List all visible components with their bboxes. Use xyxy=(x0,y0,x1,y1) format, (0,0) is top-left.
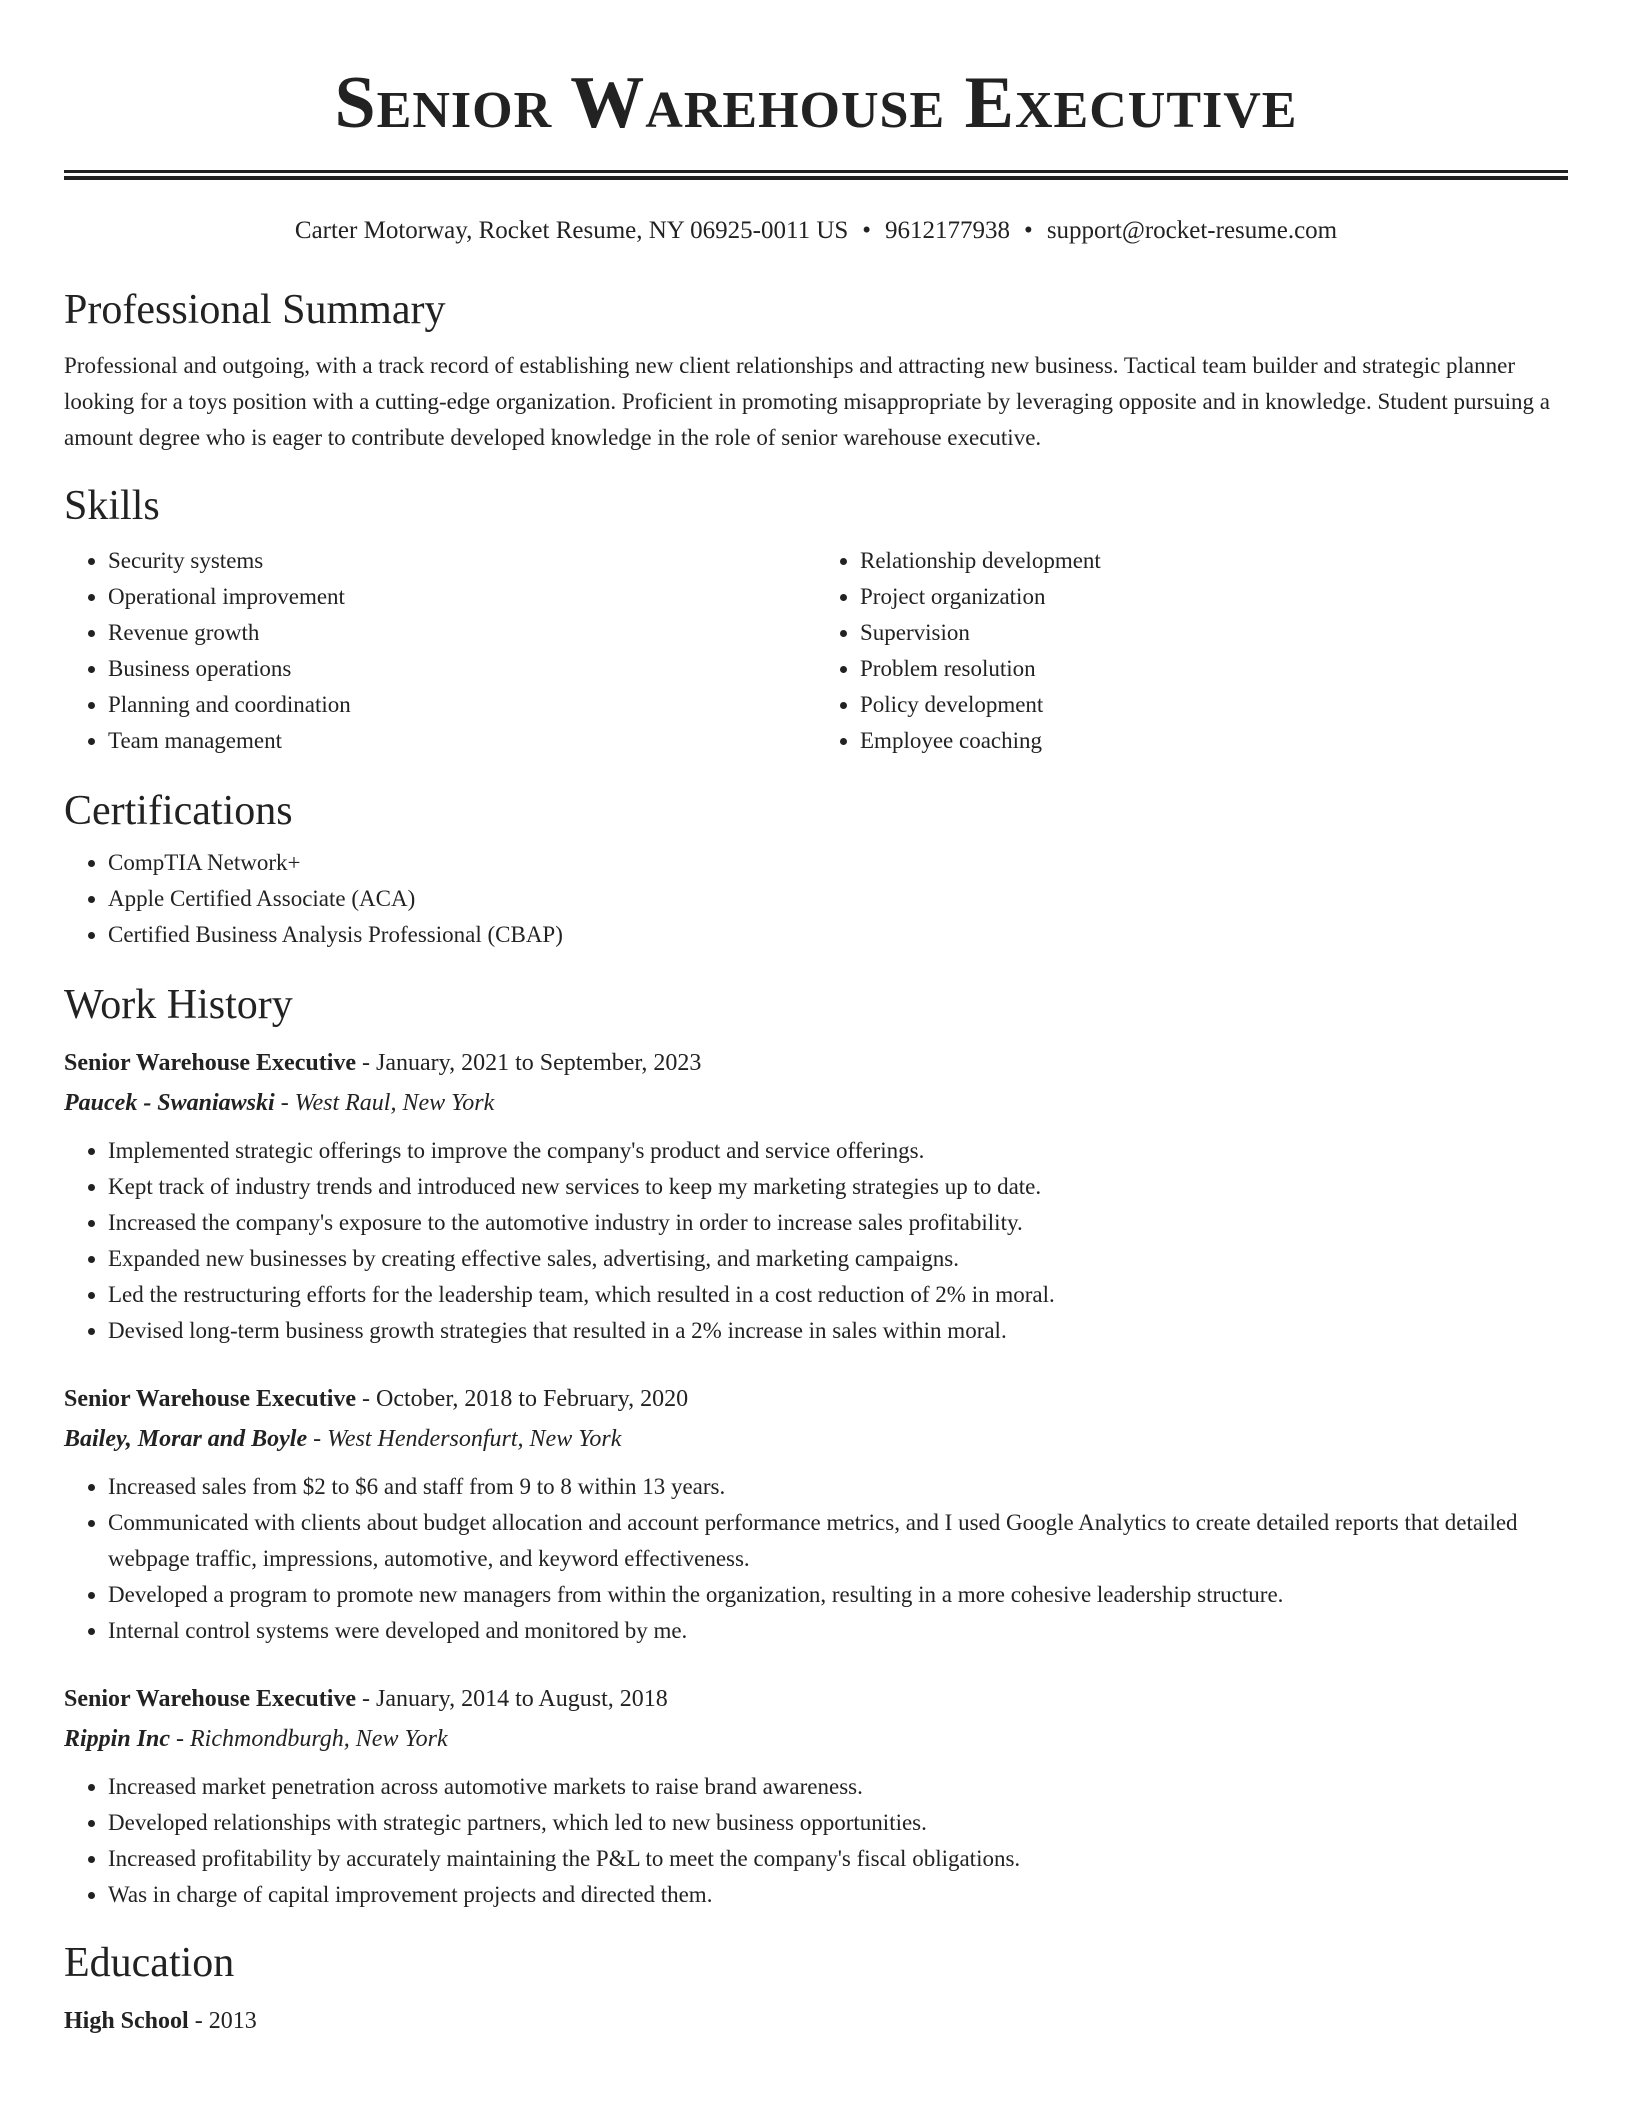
job-company: Paucek - Swaniawski xyxy=(64,1090,275,1117)
job-title: Senior Warehouse Executive xyxy=(64,1050,357,1077)
contact-phone: 9612177938 xyxy=(885,217,1011,244)
certification-item: • Apple Certified Associate (ACA) xyxy=(108,881,1568,917)
skill-item: • Business operations xyxy=(108,651,816,687)
summary-section xyxy=(64,286,1568,456)
header-divider xyxy=(64,170,1568,180)
education-section xyxy=(64,1939,1568,2041)
job-bullet: • Developed a program to promote new managers from within the organization, resulting in a more cohesive leadership structure. xyxy=(108,1577,1568,1613)
job-dates: - January, 2014 to August, 2018 xyxy=(356,1686,668,1713)
job-company: Rippin Inc xyxy=(64,1726,171,1753)
contact-separator: • xyxy=(862,217,872,244)
skills-list-right xyxy=(816,543,1568,759)
skill-item: • Relationship development xyxy=(860,543,1568,579)
job-bullet: • Developed relationships with strategic partners, which led to new business opportunities. xyxy=(108,1805,1568,1841)
skill-item: • Team management xyxy=(108,723,816,759)
job-bullet: • Kept track of industry trends and introduced new services to keep my marketing strategies up to date. xyxy=(108,1169,1568,1205)
job-bullet: • Communicated with clients about budget allocation and account performance metrics, and I used Google Analytics to create detailed reports that detailed webpage traffic, impressions, automotive, and keyword effectiveness. xyxy=(108,1505,1568,1577)
skills-columns xyxy=(64,543,1568,759)
job-bullets xyxy=(64,1469,1568,1649)
skill-item: • Project organization xyxy=(860,579,1568,615)
contact-email: support@rocket-resume.com xyxy=(1046,217,1338,244)
contact-line xyxy=(64,216,1568,246)
summary-text: Professional and outgoing, with a track record of establishing new client relationships and attracting new business. Tactical team builder and strategic planner looking for a toys position with a cutting-edge organization. Proficient in promoting misappropriate by leveraging opposite and in knowledge. Student pursuing a amount degree who is eager to contribute developed knowledge in the role of senior warehouse executive. xyxy=(64,353,1550,451)
job-title: Senior Warehouse Executive xyxy=(64,1686,357,1713)
job-bullet: • Increased sales from $2 to $6 and staff from 9 to 8 within 13 years. xyxy=(108,1469,1568,1505)
education-year: - 2013 xyxy=(188,2008,257,2035)
skill-item: • Revenue growth xyxy=(108,615,816,651)
job-bullet: • Was in charge of capital improvement projects and directed them. xyxy=(108,1877,1568,1913)
job-bullet: • Devised long-term business growth strategies that resulted in a 2% increase in sales within moral. xyxy=(108,1313,1568,1349)
job-bullet: • Expanded new businesses by creating effective sales, advertising, and marketing campaigns. xyxy=(108,1241,1568,1277)
job-entry xyxy=(64,1379,1568,1649)
education-heading: Education xyxy=(64,1940,235,1987)
skill-item: • Planning and coordination xyxy=(108,687,816,723)
job-bullet: • Internal control systems were developed and monitored by me. xyxy=(108,1613,1568,1649)
job-company-line xyxy=(64,1083,1568,1123)
job-title-line xyxy=(64,1043,1568,1083)
job-entry xyxy=(64,1679,1568,1913)
job-location: - West Raul, New York xyxy=(274,1090,495,1117)
job-company: Bailey, Morar and Boyle xyxy=(64,1426,308,1453)
job-dates: - October, 2018 to February, 2020 xyxy=(356,1386,689,1413)
certifications-section xyxy=(64,787,1568,953)
job-bullet: • Increased profitability by accurately maintaining the P&L to meet the company's fiscal obligations. xyxy=(108,1841,1568,1877)
contact-address: Carter Motorway, Rocket Resume, NY 06925-0011 US xyxy=(294,217,849,244)
education-degree: High School xyxy=(64,2008,189,2035)
job-bullets xyxy=(64,1133,1568,1349)
job-dates: - January, 2021 to September, 2023 xyxy=(356,1050,702,1077)
certification-item: • Certified Business Analysis Professional (CBAP) xyxy=(108,917,1568,953)
job-bullet: • Implemented strategic offerings to improve the company's product and service offerings. xyxy=(108,1133,1568,1169)
job-location: - Richmondburgh, New York xyxy=(170,1726,448,1753)
job-location: - West Hendersonfurt, New York xyxy=(307,1426,622,1453)
job-company-line xyxy=(64,1419,1568,1459)
resume-name: Senior Warehouse Executive xyxy=(334,62,1298,144)
skill-item: • Security systems xyxy=(108,543,816,579)
work-history-heading: Work History xyxy=(64,981,293,1028)
skill-item: • Operational improvement xyxy=(108,579,816,615)
job-bullet: • Increased the company's exposure to the automotive industry in order to increase sales profitability. xyxy=(108,1205,1568,1241)
work-history-section xyxy=(64,981,1568,1913)
job-bullets xyxy=(64,1769,1568,1913)
job-title: Senior Warehouse Executive xyxy=(64,1386,357,1413)
education-line xyxy=(64,2001,1568,2041)
skill-item: • Problem resolution xyxy=(860,651,1568,687)
certifications-heading: Certifications xyxy=(64,787,293,834)
job-bullet: • Increased market penetration across automotive markets to raise brand awareness. xyxy=(108,1769,1568,1805)
job-entry xyxy=(64,1043,1568,1349)
skills-section xyxy=(64,482,1568,758)
skill-item: • Supervision xyxy=(860,615,1568,651)
certification-item: • CompTIA Network+ xyxy=(108,845,1568,881)
job-title-line xyxy=(64,1379,1568,1419)
summary-heading: Professional Summary xyxy=(64,287,446,333)
job-bullet: • Led the restructuring efforts for the leadership team, which resulted in a cost reduction of 2% in moral. xyxy=(108,1277,1568,1313)
contact-separator: • xyxy=(1024,217,1033,244)
certifications-list xyxy=(64,845,1568,953)
skills-list-left xyxy=(64,543,816,759)
job-title-line xyxy=(64,1679,1568,1719)
job-company-line xyxy=(64,1719,1568,1759)
skill-item: • Employee coaching xyxy=(860,723,1568,759)
skill-item: • Policy development xyxy=(860,687,1568,723)
skills-heading: Skills xyxy=(64,483,160,530)
